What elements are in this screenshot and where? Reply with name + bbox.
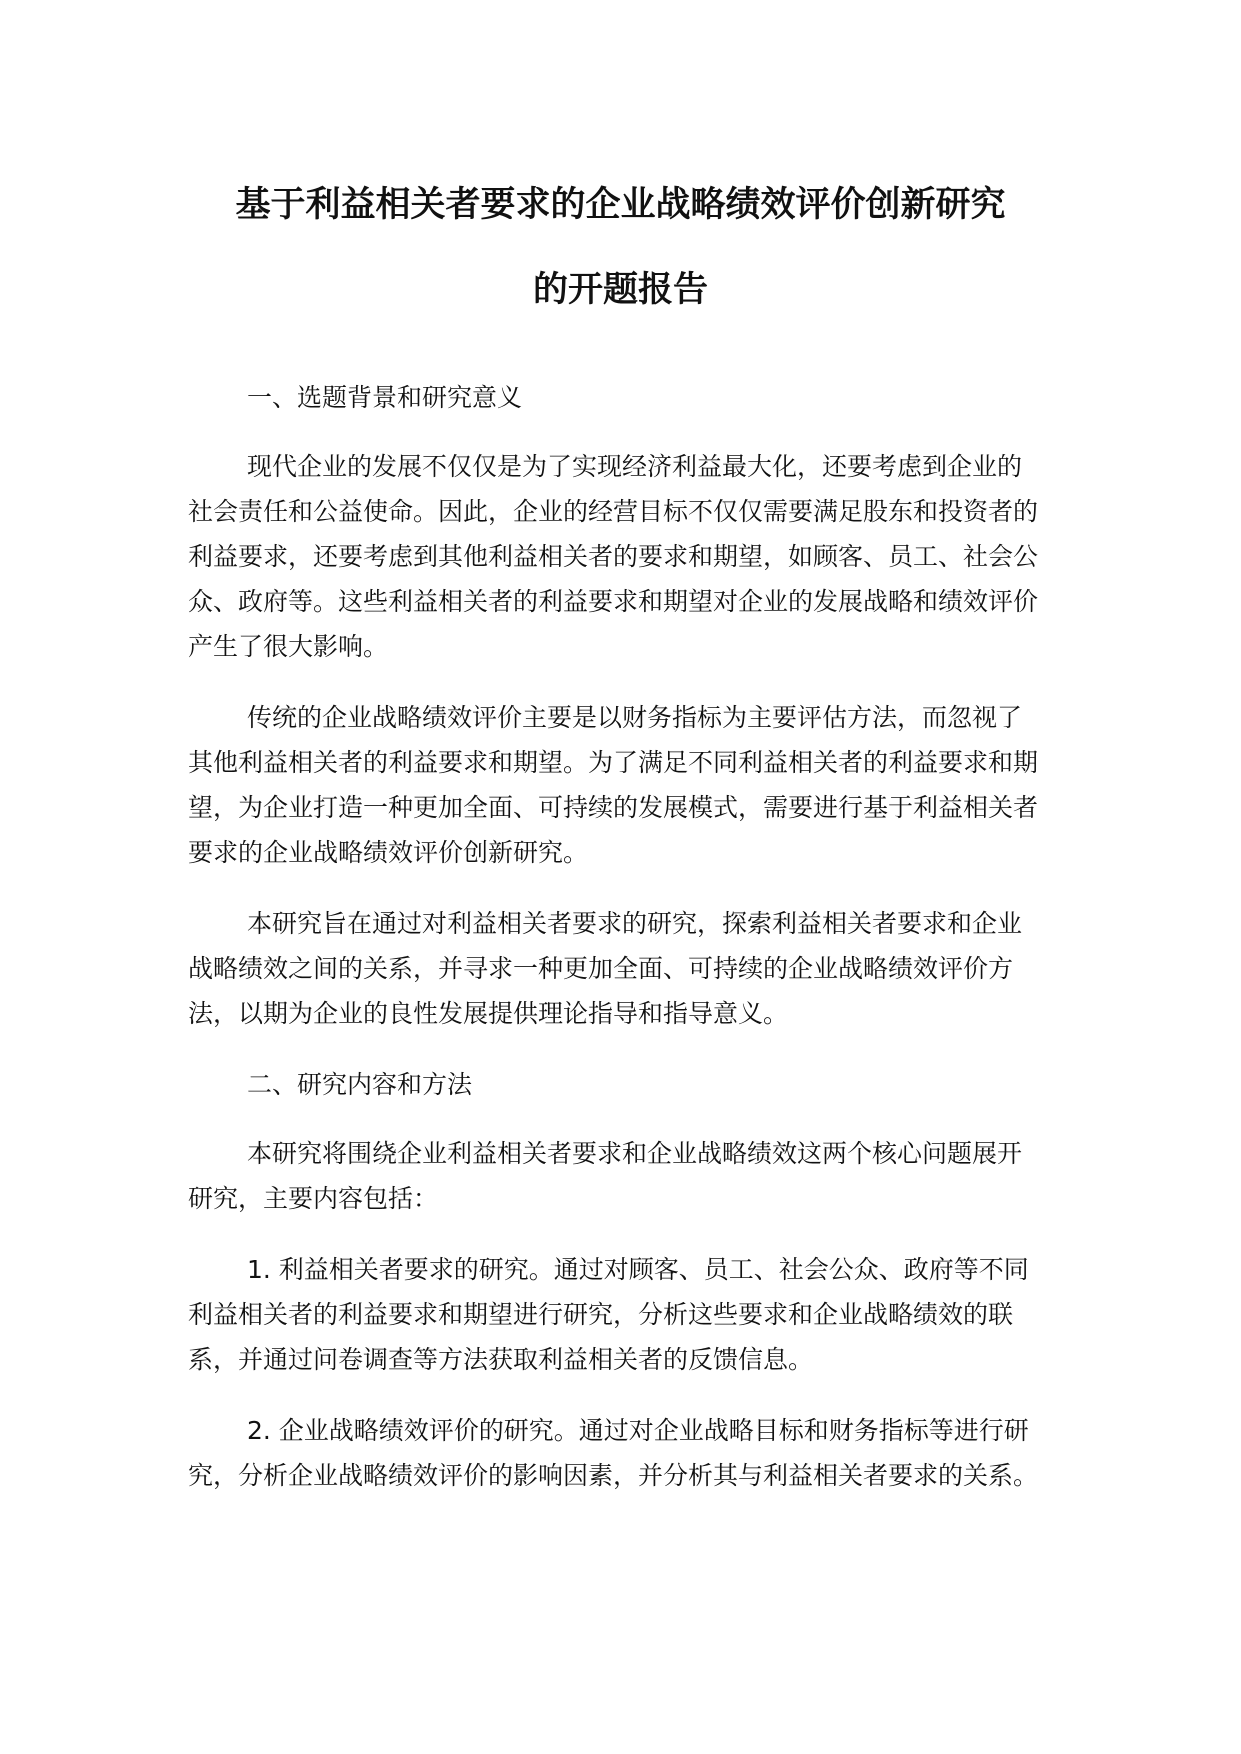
document-body	[188, 375, 1040, 1524]
section-heading-content-methods: 二、研究内容和方法	[247, 1070, 473, 1099]
document-title-line-2: 的开题报告	[532, 270, 708, 310]
paragraph: 现代企业的发展不仅仅是为了实现经济利益最大化，还要考虑到企业的社会责任和公益使命。因此，企业的经营目标不仅仅需要满足股东和投资者的利益要求，还要考虑到其他利益相关者的要求和期望，如顾客、员工、社会公众、政府等。这些利益相关者的利益要求和期望对企业的发展战略和绩效评价产生了很大影响。	[188, 452, 1039, 661]
list-item: 1. 利益相关者要求的研究。通过对顾客、员工、社会公众、政府等不同利益相关者的利益要求和期望进行研究，分析这些要求和企业战略绩效的联系，并通过问卷调查等方法获取利益相关者的反馈信息。	[188, 1255, 1029, 1374]
list-item: 2. 企业战略绩效评价的研究。通过对企业战略目标和财务指标等进行研究，分析企业战略绩效评价的影响因素，并分析其与利益相关者要求的关系。	[188, 1416, 1039, 1490]
document-title-line-1: 基于利益相关者要求的企业战略绩效评价创新研究	[235, 185, 1006, 225]
paragraph: 传统的企业战略绩效评价主要是以财务指标为主要评估方法，而忽视了其他利益相关者的利益要求和期望。为了满足不同利益相关者的利益要求和期望，为企业打造一种更加全面、可持续的发展模式，需要进行基于利益相关者要求的企业战略绩效评价创新研究。	[188, 703, 1039, 867]
paragraph: 本研究旨在通过对利益相关者要求的研究，探索利益相关者要求和企业战略绩效之间的关系，并寻求一种更加全面、可持续的企业战略绩效评价方法，以期为企业的良性发展提供理论指导和指导意义。	[188, 909, 1023, 1028]
section-heading-background: 一、选题背景和研究意义	[247, 383, 523, 412]
paragraph: 本研究将围绕企业利益相关者要求和企业战略绩效这两个核心问题展开研究，主要内容包括：	[188, 1139, 1023, 1213]
